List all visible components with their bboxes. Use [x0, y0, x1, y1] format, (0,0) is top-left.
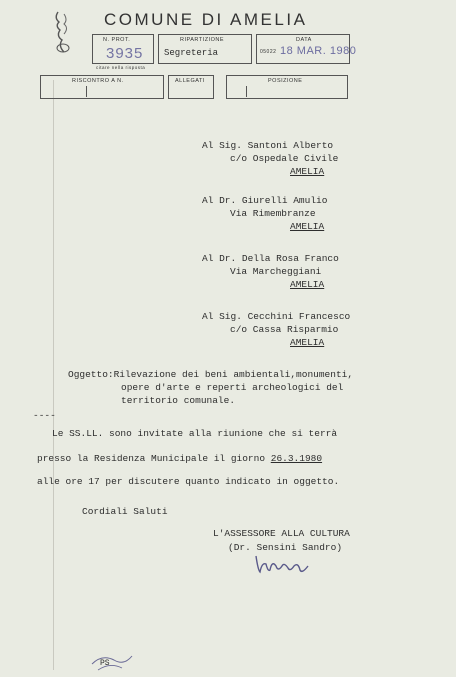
body-line-2: [37, 453, 322, 464]
municipality-title: COMUNE DI AMELIA: [104, 10, 308, 29]
recipient-3-city: AMELIA: [290, 279, 325, 290]
protocol-label: N. PROT.: [103, 37, 131, 43]
riscontro-divider: [86, 86, 87, 97]
handwritten-signature: [252, 552, 322, 578]
recipient-4-name: Al Sig. Cecchini Francesco: [202, 311, 351, 322]
protocol-number: 3935: [106, 45, 144, 62]
body-line-3: alle ore 17 per discutere quanto indicato in oggetto.: [37, 476, 340, 487]
recipient-3-address: Via Marcheggiani: [230, 266, 322, 277]
margin-line: [53, 80, 54, 670]
posizione-divider: [246, 86, 247, 97]
municipal-crest-icon: [52, 10, 74, 56]
signature-name: (Dr. Sensini Sandro): [228, 542, 343, 553]
protocol-note: citare nella risposta: [96, 65, 146, 70]
recipient-1-city: AMELIA: [290, 166, 325, 177]
riscontro-label: RISCONTRO A N.: [72, 78, 124, 84]
posizione-label: POSIZIONE: [268, 78, 303, 84]
date-code: 05022: [260, 49, 277, 55]
allegati-label: ALLEGATI: [175, 78, 205, 84]
recipient-4-address: c/o Cassa Risparmio: [230, 324, 339, 335]
date-label: DATA: [296, 37, 312, 43]
body-line-2-text: presso la Residenza Municipale il giorno: [37, 453, 271, 464]
recipient-3-name: Al Dr. Della Rosa Franco: [202, 253, 339, 264]
ripartizione-label: RIPARTIZIONE: [180, 37, 224, 43]
recipient-1-address: c/o Ospedale Civile: [230, 153, 339, 164]
recipient-4-city: AMELIA: [290, 337, 325, 348]
recipient-2-city: AMELIA: [290, 221, 325, 232]
footer-scribble: [88, 650, 138, 674]
date-stamp: 18 MAR. 1980: [280, 45, 357, 57]
body-line-1: Le SS.LL. sono invitate alla riunione che si terrà: [52, 428, 338, 439]
recipient-1-name: Al Sig. Santoni Alberto: [202, 140, 334, 151]
ripartizione-value: Segreteria: [164, 48, 219, 58]
meeting-date: 26.3.1980: [270, 453, 323, 464]
separator-dashes: ----: [33, 410, 56, 421]
recipient-2-address: Via Rimembranze: [230, 208, 316, 219]
closing-greeting: Cordiali Saluti: [82, 506, 168, 517]
subject-line-2: opere d'arte e reperti archeologici del: [121, 382, 344, 393]
footer-initials: PS: [100, 659, 110, 668]
subject-line-3: territorio comunale.: [121, 395, 236, 406]
recipient-2-name: Al Dr. Giurelli Amulio: [202, 195, 328, 206]
subject-line-1: Oggetto:Rilevazione dei beni ambientali,monumenti,: [68, 369, 354, 380]
signature-title: L'ASSESSORE ALLA CULTURA: [213, 528, 350, 539]
